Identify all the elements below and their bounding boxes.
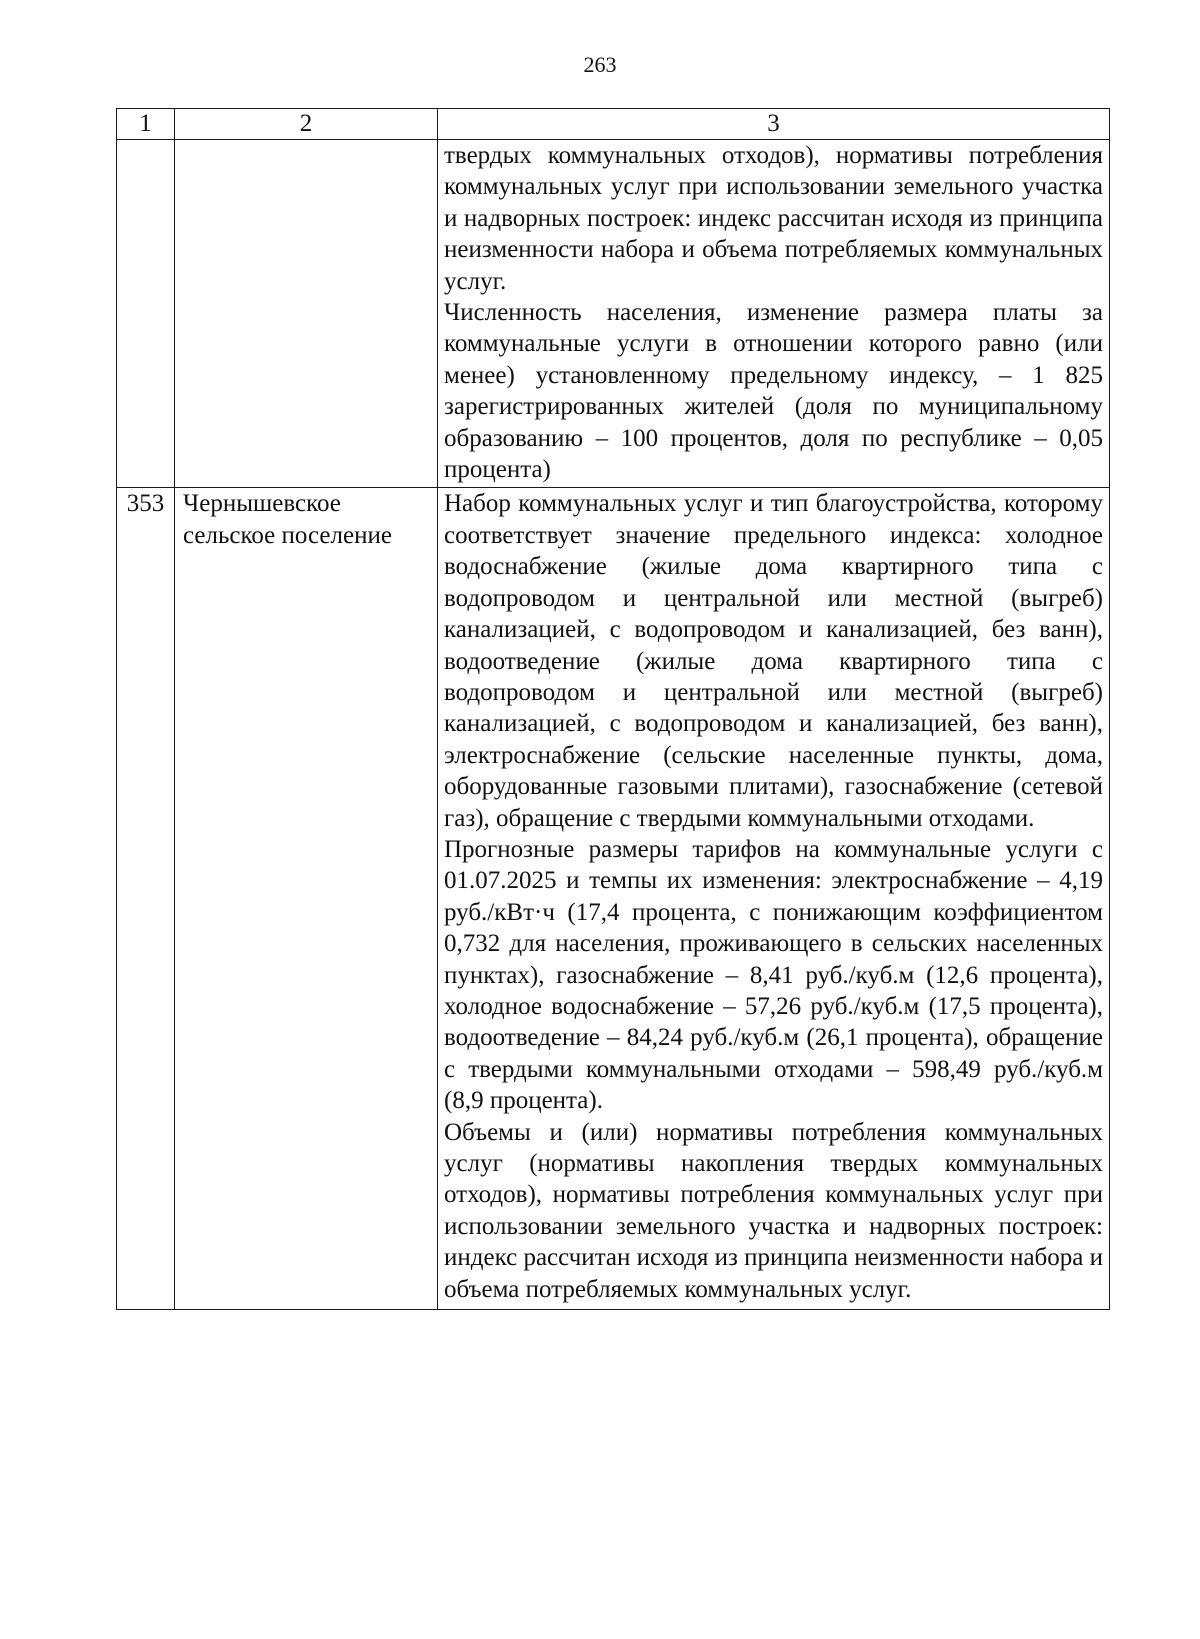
description-cell [438, 140, 1110, 488]
tariff-index-table [116, 108, 1110, 1310]
description-paragraph: Набор коммунальных услуг и тип благоустройства, которому соответствует значение предельного индекса: холодное водоснабжение (жилые дома квартирного типа с водопроводом и центральной или местной (выгреб) канализацией, с водопроводом и канализацией, без ванн), водоотведение (жилые дома квартирного типа с водопроводом и центральной или местной (выгреб) канализацией, с водопроводом и канализацией, без ванн), электроснабжение (сельские населенные пункты, дома, оборудованные газовыми плитами), газоснабжение (сетевой газ), обращение с твердыми коммунальными отходами. [444, 490, 1103, 832]
description-paragraph: Прогнозные размеры тарифов на коммунальные услуги с 01.07.2025 и темпы их изменения: электроснабжение – 4,19 руб./кВт·ч (17,4 процента, с понижающим коэффициентом 0,732 для населения, проживающего в сельских населенных пунктах), газоснабжение – 8,41 руб./куб.м (12,6 процента), холодное водоснабжение – 57,26 руб./куб.м (17,5 процента), водоотведение – 84,24 руб./куб.м (26,1 процента), обращение с твердыми коммунальными отходами – 598,49 руб./куб.м (8,9 процента). [444, 835, 1103, 1115]
description-paragraph: Численность населения, изменение размера платы за коммунальные услуги в отношении которого равно (или менее) установленному предельному индексу, – 1 825 зарегистрированных жителей (доля по муниципальному образованию – 100 процентов, доля по республике – 0,05 процента) [444, 299, 1103, 484]
page-number: 263 [583, 52, 617, 77]
column-header-1: 1 [117, 109, 175, 140]
row-number-cell [117, 140, 175, 488]
settlement-name-cell [175, 140, 438, 488]
row-number-cell: 353 [117, 488, 175, 1310]
column-header-2: 2 [175, 109, 438, 140]
table-header-row [117, 109, 1110, 140]
table-row [117, 488, 1110, 1310]
description-cell [438, 488, 1110, 1310]
column-header-3: 3 [438, 109, 1110, 140]
table-row [117, 140, 1110, 488]
settlement-name-cell: Чернышевское сельское поселение [175, 488, 438, 1310]
description-paragraph: Объемы и (или) нормативы потребления коммунальных услуг (нормативы накопления твердых коммунальных отходов), нормативы потребления коммунальных услуг при использовании земельного участка и надворных построек: индекс рассчитан исходя из принципа неизменности набора и объема потребляемых коммунальных услуг. [444, 1118, 1103, 1303]
description-paragraph: твердых коммунальных отходов), нормативы потребления коммунальных услуг при использовании земельного участка и надворных построек: индекс рассчитан исходя из принципа неизменности набора и объема потребляемых коммунальных услуг. [444, 142, 1103, 295]
